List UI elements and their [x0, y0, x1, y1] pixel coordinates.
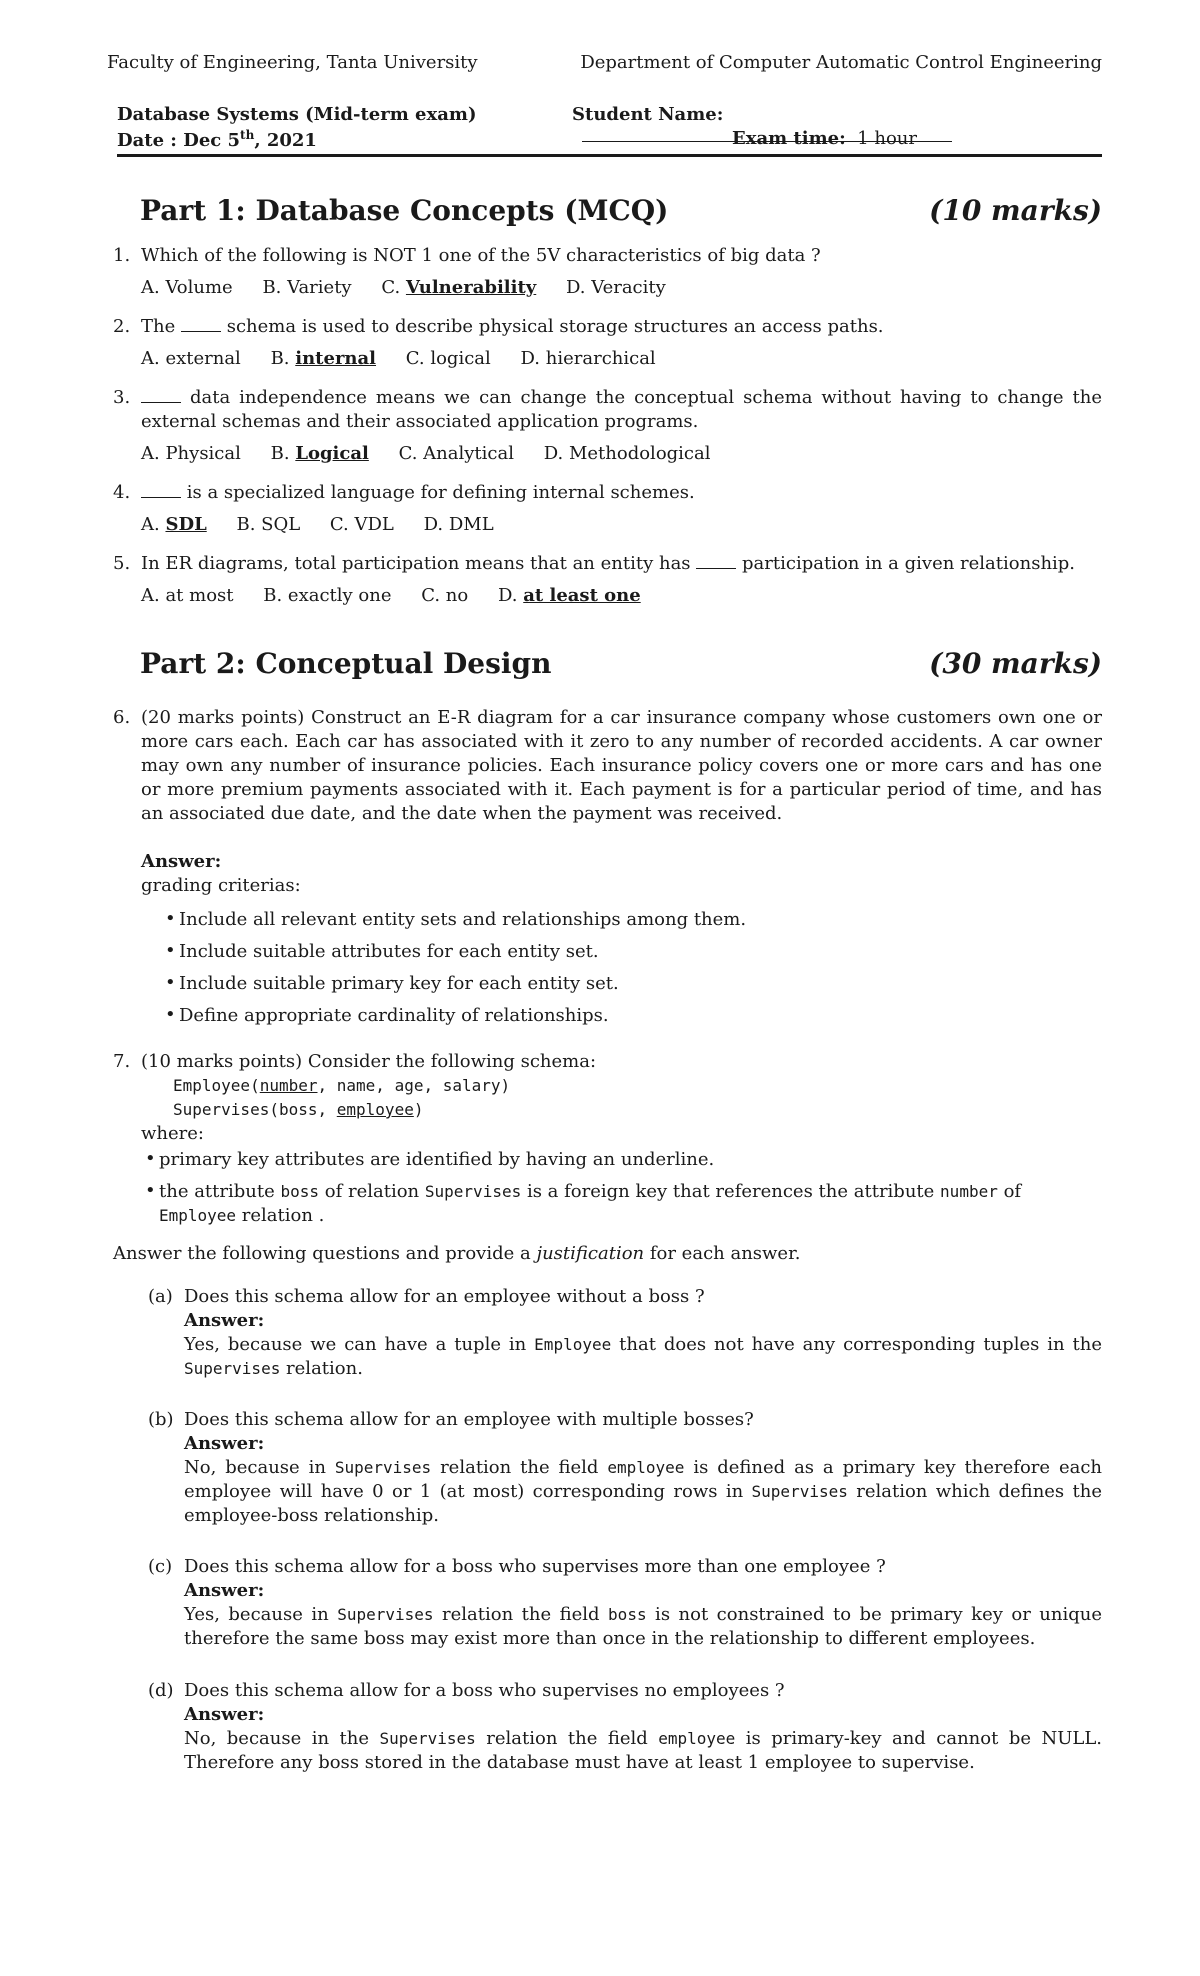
correct-answer: internal: [295, 348, 377, 369]
list-item: • Include suitable primary key for each entity set.: [161, 972, 1102, 996]
subquestion-d: (d) Does this schema allow for a boss who supervises no employees ? Answer: No, because in the Supervises relation the field employee is primary-key and cannot be NULL. Therefore any boss stored in the database must have at least 1 employee to supervise.: [148, 1680, 1103, 1773]
department-header: Department of Computer Automatic Control Engineering: [580, 52, 1102, 73]
fill-blank: [696, 555, 736, 569]
question-5: 5. In ER diagrams, total participation means that an entity has participation in a given relationship. A. at most B. exactly one C. no D. at least one: [113, 553, 1076, 606]
question-3: 3. data independence means we can change the conceptual schema without having to change the external schemas and their associated application programs. A. Physical B. Logical C. Analytical D. Methodological: [113, 387, 1102, 464]
exam-time-label: Exam time:: [732, 128, 846, 149]
header-rule: [117, 154, 1102, 157]
exam-time-value: 1 hour: [857, 128, 917, 149]
correct-answer: at least one: [523, 585, 641, 606]
answer-label: Answer:: [141, 851, 222, 872]
part2-marks: (30 marks): [929, 647, 1102, 680]
list-item: • primary key attributes are identified by having an underline.: [141, 1148, 1102, 1172]
criteria-label: grading criterias:: [141, 875, 301, 896]
subquestion-a: (a) Does this schema allow for an employee without a boss ? Answer: Yes, because we can have a tuple in Employee that does not have any corresponding tuples in the Supervises relation.: [148, 1286, 1102, 1379]
list-item: • Define appropriate cardinality of relationships.: [161, 1004, 1102, 1028]
list-item: • Include suitable attributes for each entity set.: [161, 940, 1102, 964]
fill-blank: [141, 484, 181, 498]
criteria-list: [161, 908, 1102, 1028]
part1-marks: (10 marks): [929, 194, 1102, 227]
question-6: 6. (20 marks points) Construct an E-R diagram for a car insurance company whose customers own one or more cars each. Each car has associated with it zero to any number of recorded accidents. A car owner may own any number of insurance policies. Each insurance policy covers one or more cars and has one or more premium payments associated with it. Each payment is for a particular period of time, and has an associated due date, and the date when the payment was received. Answer: grading criterias: • Include all relevant entity sets and relationships among them. • Include suitable attributes for each entity set. • Include suitable primary key for each entity set. • Define appropriate cardinality of relationships.: [113, 706, 1102, 1036]
fill-blank: [181, 318, 221, 332]
schema-supervises: Supervises(boss, employee): [173, 1100, 424, 1119]
student-name-label: Student Name:: [572, 104, 724, 125]
question-2: 2. The schema is used to describe physical storage structures an access paths. A. external B. internal C. logical D. hierarchical: [113, 316, 884, 369]
subquestion-b: (b) Does this schema allow for an employee with multiple bosses? Answer: No, because in Supervises relation the field employee is defined as a primary key therefore each employee will have 0 or 1 (at most) corresponding rows in Supervises relation which defines the employee-boss relationship.: [148, 1409, 1103, 1526]
part1-title: Part 1: Database Concepts (MCQ) (10 marks): [140, 194, 1102, 227]
question-4: 4. is a specialized language for defining internal schemes. A. SDL B. SQL C. VDL D. DML: [113, 482, 695, 535]
correct-answer: SDL: [165, 514, 207, 535]
part2-title: Part 2: Conceptual Design (30 marks): [140, 647, 1102, 680]
schema-employee: Employee(number, name, age, salary): [173, 1076, 511, 1095]
question-1: 1. Which of the following is NOT 1 one of the 5V characteristics of big data ? A. Volume B. Variety C. Vulnerability D. Veracity: [113, 245, 821, 298]
exam-info: [117, 104, 1102, 152]
fill-blank: [141, 389, 181, 403]
exam-date: Date : Dec 5th, 2021: [117, 128, 317, 151]
question-7: 7. (10 marks points) Consider the following schema: Employee(number, name, age, salary) Supervises(boss, employee) where: • primary key attributes are identified by having an underline. • the attribute boss of relation Supervises is a foreign key that references the attribute number of Employee relation . Answer the following questions and provide a justification for each answer.: [113, 1050, 1102, 1266]
exam-title: Database Systems (Mid-term exam): [117, 104, 477, 125]
faculty-header: Faculty of Engineering, Tanta University: [107, 52, 478, 73]
correct-answer: Logical: [295, 443, 369, 464]
list-item: • Include all relevant entity sets and relationships among them.: [161, 908, 1102, 932]
subquestion-c: (c) Does this schema allow for a boss who supervises more than one employee ? Answer: Yes, because in Supervises relation the field boss is not constrained to be primary key or unique therefore the same boss may exist more than once in the relationship to different employees.: [148, 1556, 1103, 1649]
list-item: • the attribute boss of relation Supervises is a foreign key that references the attribute number of Employee relation .: [141, 1180, 1102, 1228]
correct-answer: Vulnerability: [405, 277, 537, 298]
